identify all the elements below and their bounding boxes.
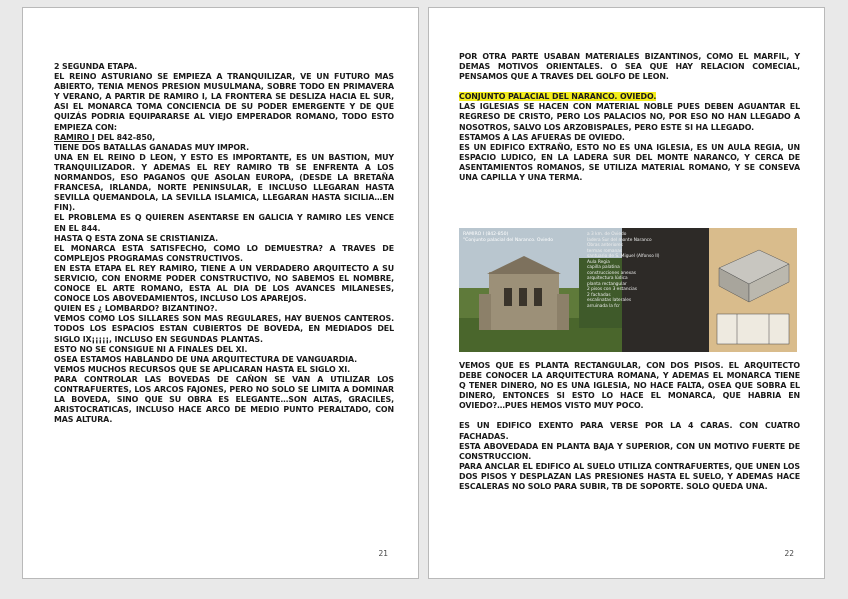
- paragraph: UNA EN EL REINO D LEON, Y ESTO ES IMPORTANTE, ES UN BASTION, MUY TRANQUILIZADOR. Y ADEMAS EL REY RAMIRO TB SE ENFRENTA A LOS NORMANDOS, ESO PAGANOS QUE ASOLAN EUROPA, (DESDE LA BRETAÑA FRANCESA, IRLANDA, NORTE PENINSULAR, E INCLUSO LLEGARAN HASTA SEVILLA QUEMANDOLA, LA SEVILLA ISLAMICA, LLEGARAN HASTA SICILIA…EN FIN).: [54, 152, 394, 213]
- paragraph: POR OTRA PARTE USABAN MATERIALES BIZANTINOS, COMO EL MARFIL, Y DEMAS MOTIVOS ORIENTALES. O SEA QUE HAY RELACION COMECIAL, PENSAMOS QUE A TRAVES DEL GOLFO DE LEON.: [459, 52, 800, 82]
- ramiro-line: [54, 133, 394, 143]
- paragraph: VEMOS QUE ES PLANTA RECTANGULAR, CON DOS PISOS. EL ARQUITECTO DEBE CONOCER LA ARQUITECTURA ROMANA, Y ADEMAS EL MONARCA TIENE Q TENER DINERO, NO ES UNA IGLESIA, NO HACE FALTA, OSEA QUE SOBRA EL DINERO, ENTONCES SI ESTO LO HACE EL MONARCA, QUE HABRIA EN OVIEDO?…PUES HEMOS VISTO MUY POCO.: [459, 361, 800, 411]
- caption-title-block: [463, 232, 553, 243]
- note: termas romanas: [587, 248, 623, 254]
- paragraph: ESTO NO SE CONSIGUE NI A FINALES DEL XI.: [54, 344, 248, 354]
- highlighted-heading: CONJUNTO PALACIAL DEL NARANCO. OVIEDO.: [459, 92, 657, 102]
- note: Aula Regia: [587, 259, 610, 265]
- note: a 3 km. de Oviedo: [587, 232, 627, 237]
- note: 2 fachadas: [587, 292, 611, 298]
- caption-subtitle: "Conjunto palacial del Naranco. Oviedo: [463, 237, 554, 243]
- paragraph: ES UN EDIFICO EXENTO PARA VERSE POR LA 4 CARAS. CON CUATRO FACHADAS.: [459, 421, 800, 441]
- paragraph: LAS IGLESIAS SE HACEN CON MATERIAL NOBLE PUES DEBEN AGUANTAR EL REGRESO DE CRISTO, PERO LOS PALACIOS NO, POR ESO NO HAN LLEGADO A NOSOTROS, SALVO LOS ARZOBISPALES, PERO ESTE SI HA LLEGADO.: [459, 102, 800, 132]
- slide-figure: [459, 228, 797, 352]
- section-heading: [459, 92, 800, 102]
- note: santuario de S. Miguel (Alfonso II): [587, 254, 660, 259]
- caption-title: RAMIRO I (842-850): [463, 232, 509, 237]
- paragraph: TIENE DOS BATALLAS GANADAS MUY IMPOR.: [54, 142, 250, 152]
- note: ladera Sur del monte Naranco: [587, 237, 652, 243]
- paragraph: PARA CONTROLAR LAS BOVEDAS DE CAÑON SE VAN A UTILIZAR LOS CONTRAFUERTES, LOS ARCOS FAJONES, PERO NO SOLO SE LIMITA A DOMINAR LA BOVEDA, SINO QUE SU OBRA ES ELEGANTE…SON ALTAS, GRACILES, ARISTOCRATICAS, INCLUSO HACE ARCO DE MEDIO PUNTO PERALTADO, CON MAS ALTURA.: [54, 374, 394, 425]
- paragraph: VEMOS MUCHOS RECURSOS QUE SE APLICARAN HASTA EL SIGLO XI.: [54, 364, 350, 374]
- page-number: 22: [784, 549, 794, 558]
- page-number: 21: [378, 549, 388, 558]
- paragraph: EL REINO ASTURIANO SE EMPIEZA A TRANQUILIZAR, VE UN FUTURO MAS ABIERTO, TENIA MENOS PRESION MUSULMANA, SOBRE TODO EN PRIMAVERA Y VERANO, A PARTIR DE RAMIRO I, LA FRONTERA SE DESLIZA HACIA EL SUR, ASI EL MONARCA TOMA CONCIENCIA DE SU PODER EMERGENTE Y DE QUE QUIZÁS PODRIA EQUIPARARSE AL VIEJO EMPERADOR ROMANO, TODO ESTO EMPIEZA CON:: [54, 72, 394, 132]
- caption-notes: [587, 232, 707, 309]
- architectural-plan-drawing: [709, 228, 797, 352]
- page-left-text: [54, 62, 394, 425]
- paragraph: EN ESTA ETAPA EL REY RAMIRO, TIENE A UN VERDADERO ARQUITECTO A SU SERVICIO, CON ENORME PODER CONSTRUCTIVO, NO SABEMOS EL NOMBRE, CONOCE EL ARTE ROMANO, ESTA AL DIA DE LOS AVANCES MILANESES, CONOCE LOS ABOVEDAMIENTOS, INCLUSO LOS APAREJOS.: [54, 263, 394, 304]
- paragraph: HASTA Q ESTA ZONA SE CRISTIANIZA.: [54, 233, 218, 243]
- paragraph: EL MONARCA ESTA SATISFECHO, COMO LO DEMUESTRA? A TRAVES DE COMPLEJOS PROGRAMAS CONSTRUCTIVOS.: [54, 243, 394, 263]
- note: construcciones anexas: [587, 270, 636, 276]
- paragraph: ESTAMOS A LAS AFUERAS DE OVIEDO.: [459, 132, 625, 142]
- paragraph: ES UN EDIFICO EXTRAÑO, ESTO NO ES UNA IGLESIA, ES UN AULA REGIA, UN ESPACIO LUDICO, EN LA LADERA SUR DEL MONTE NARANCO, Y CERCA DE ASENTAMIENTOS ROMANOS, SE UTILIZA MATERIAL ROMANO, Y SE CONSEVA UNA CAPILLA Y UNA TERMA.: [459, 142, 800, 183]
- paragraph: ESTA ABOVEDADA EN PLANTA BAJA Y SUPERIOR, CON UN MOTIVO FUERTE DE CONSTRUCCION.: [459, 441, 800, 461]
- paragraph: OSEA ESTAMOS HABLANDO DE UNA ARQUITECTURA DE VANGUARDIA.: [54, 354, 358, 364]
- page-right-text: [459, 52, 800, 183]
- paragraph: VEMOS COMO LOS SILLARES SON MAS REGULARES, HAY BUENOS CANTEROS. TODOS LOS ESPACIOS ESTAN CUBIERTOS DE BOVEDA, EN MEDIADOS DEL SIGLO IX¡¡¡¡¡, INCLUSO EN SEGUNDAS PLANTAS.: [54, 314, 394, 344]
- page-left: [22, 7, 419, 579]
- note: Obras anteriores: [587, 243, 623, 248]
- paragraph: EL PROBLEMA ES Q QUIEREN ASENTARSE EN GALICIA Y RAMIRO LES VENCE EN EL 844.: [54, 213, 394, 233]
- note: arruinada la fcr: [587, 303, 620, 309]
- ramiro-dates: DEL 842-850,: [94, 132, 156, 142]
- page-right: [428, 7, 825, 579]
- note: capilla palatina: [587, 265, 620, 270]
- paragraph: PARA ANCLAR EL EDIFICO AL SUELO UTILIZA CONTRAFUERTES, QUE UNEN LOS DOS PISOS Y DESPLAZAN LAS PRESIONES HASTA EL SUELO, Y ADEMAS HACE ESCALERAS NO SOLO PARA SUBIR, TB DE SOPORTE. SOLO QUEDA UNA.: [459, 461, 800, 492]
- paragraph: QUIEN ES ¿ LOMBARDO? BIZANTINO?.: [54, 304, 218, 314]
- ramiro-name: RAMIRO I: [54, 132, 95, 142]
- note: escalinatas laterales: [587, 298, 632, 303]
- page-right-text-lower: [459, 361, 800, 492]
- note: 2 pisos con 3 estancias: [587, 287, 638, 292]
- note: planta rectangular: [587, 281, 627, 287]
- note: arquitectura lúdica: [587, 276, 628, 281]
- section-heading: 2 SEGUNDA ETAPA.: [54, 62, 138, 71]
